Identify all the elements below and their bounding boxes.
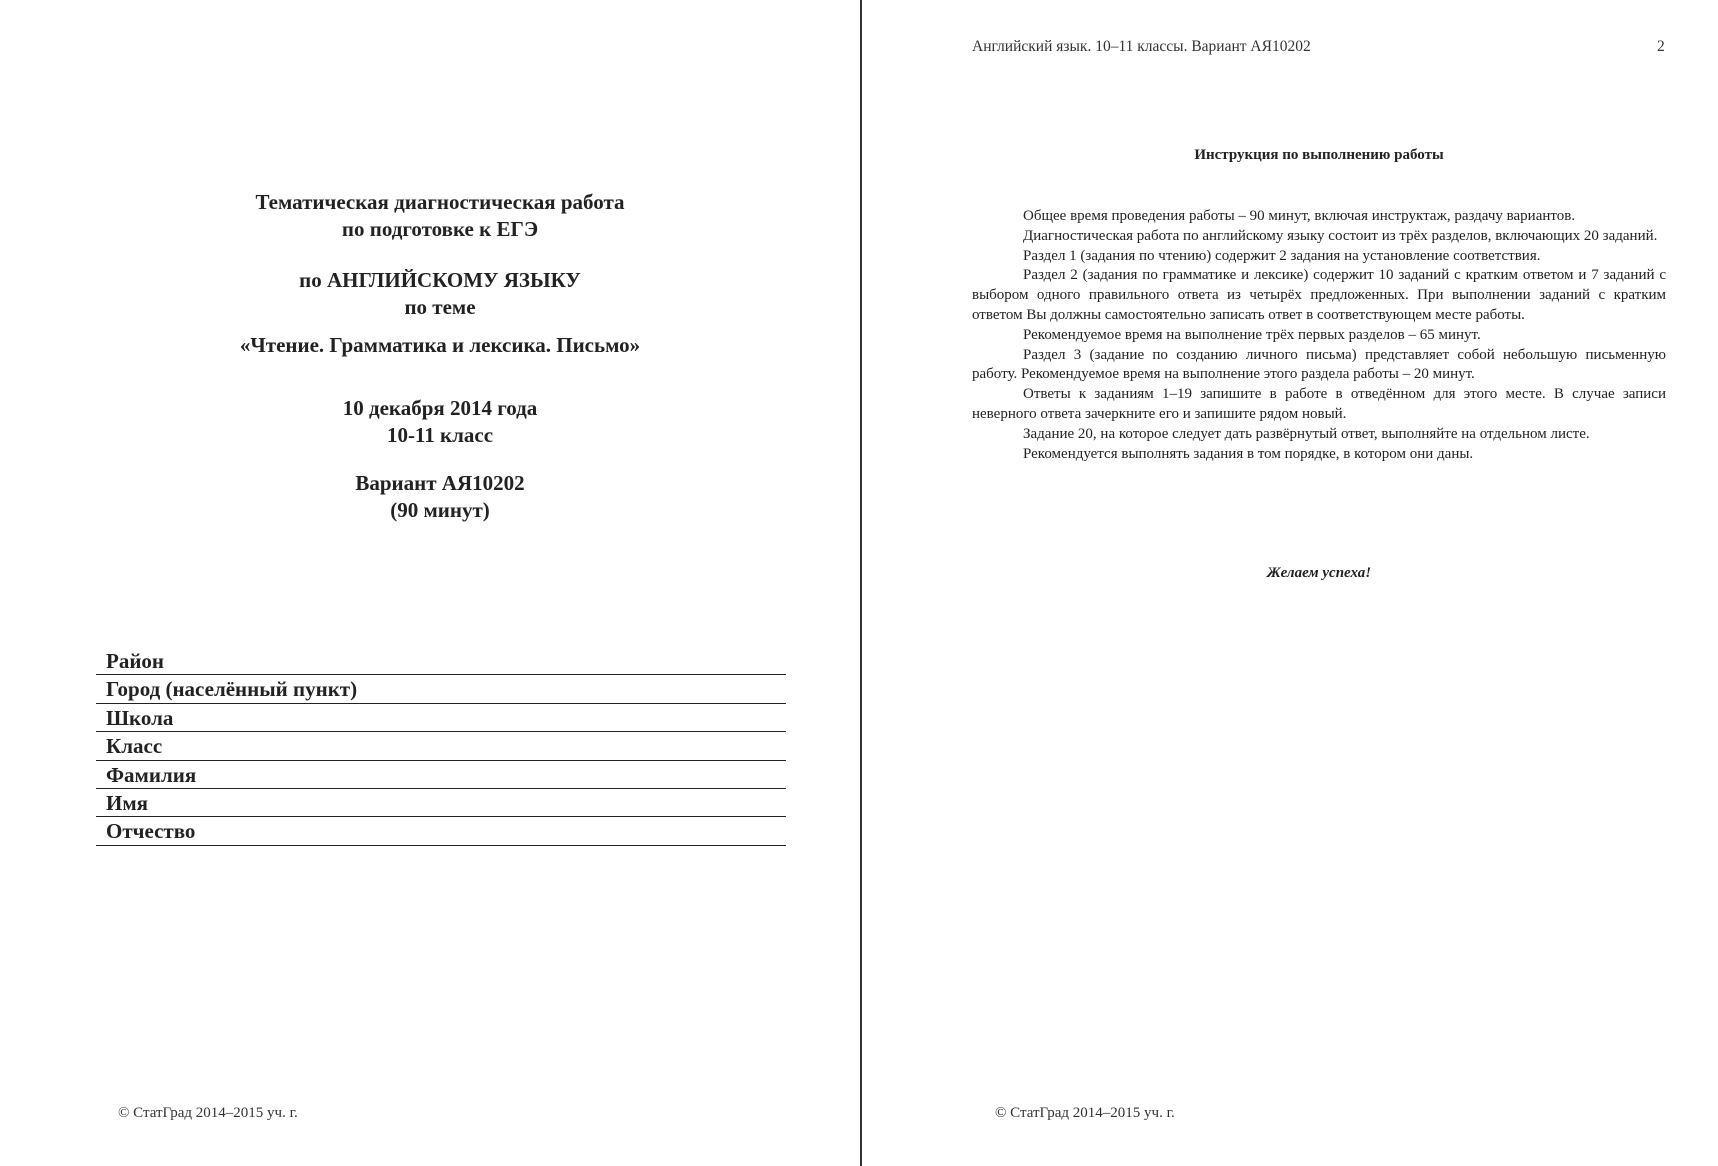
cover-title [90, 189, 790, 243]
cover-variant: Вариант АЯ10202 [355, 471, 525, 495]
cover-subject-line-2: по теме [404, 295, 476, 319]
instruction-paragraph: Диагностическая работа по английскому языку состоит из трёх разделов, включающих 20 заданий. [1023, 227, 1658, 244]
instruction-paragraph: Раздел 3 (задание по созданию личного письма) представляет собой небольшую письменную работу. Рекомендуемое время на выполнение этого раздела работы – 20 минут. [972, 346, 1666, 383]
cover-subject [90, 267, 790, 321]
closing-wish: Желаем успеха! [1266, 565, 1372, 581]
cover-title-line-1: Тематическая диагностическая работа [255, 190, 625, 214]
cover-subject-line-1: по АНГЛИЙСКОМУ ЯЗЫКУ [299, 268, 581, 292]
cover-duration: (90 минут) [390, 498, 490, 522]
cover-footer: © СтатГрад 2014–2015 уч. г. [118, 1105, 298, 1121]
page-number: 2 [1657, 38, 1665, 55]
cover-date: 10 декабря 2014 года [342, 396, 538, 420]
cover-date-block [90, 395, 790, 449]
student-info-form [96, 647, 786, 846]
form-field-city[interactable]: Город (населённый пункт) [96, 675, 786, 703]
form-field-school[interactable]: Школа [96, 704, 786, 732]
cover-variant-block [90, 470, 790, 524]
cover-topic-text: «Чтение. Грамматика и лексика. Письмо» [239, 333, 641, 357]
instructions-heading: Инструкция по выполнению работы [1194, 147, 1444, 163]
instruction-paragraph: Рекомендуемое время на выполнение трёх первых разделов – 65 минут. [1023, 326, 1481, 343]
instruction-paragraph: Ответы к заданиям 1–19 запишите в работе в отведённом для этого месте. В случае записи неверного ответа зачеркните его и запишите рядом новый. [972, 386, 1666, 422]
instruction-paragraph: Раздел 1 (задания по чтению) содержит 2 задания на установление соответствия. [1023, 247, 1541, 264]
instruction-paragraph: Раздел 2 (задания по грамматике и лексике) содержит 10 заданий с кратким ответом и 7 заданий с выбором одного правильного ответа из четырёх предложенных. При выполнении заданий с кратким ответом Вы должны самостоятельно записать ответ в соответствующем месте работы. [972, 267, 1666, 323]
form-field-patronymic[interactable]: Отчество [96, 817, 786, 845]
form-field-surname[interactable]: Фамилия [96, 761, 786, 789]
instruction-paragraph: Общее время проведения работы – 90 минут, включая инструктаж, раздачу вариантов. [1023, 208, 1576, 224]
instructions-body [972, 207, 1666, 464]
form-field-district[interactable]: Район [96, 647, 786, 675]
cover-grade: 10-11 класс [386, 423, 494, 447]
instructions-page [862, 0, 1718, 1166]
instruction-paragraph: Задание 20, на которое следует дать развёрнутый ответ, выполняйте на отдельном листе. [1023, 425, 1590, 442]
cover-title-line-2: по подготовке к ЕГЭ [341, 217, 539, 241]
instruction-paragraph: Рекомендуется выполнять задания в том порядке, в котором они даны. [1023, 445, 1474, 462]
running-head: Английский язык. 10–11 классы. Вариант АЯ10202 [972, 38, 1311, 55]
instructions-footer: © СтатГрад 2014–2015 уч. г. [995, 1105, 1175, 1121]
form-field-name[interactable]: Имя [96, 789, 786, 817]
form-field-class[interactable]: Класс [96, 732, 786, 760]
cover-topic [90, 332, 790, 359]
